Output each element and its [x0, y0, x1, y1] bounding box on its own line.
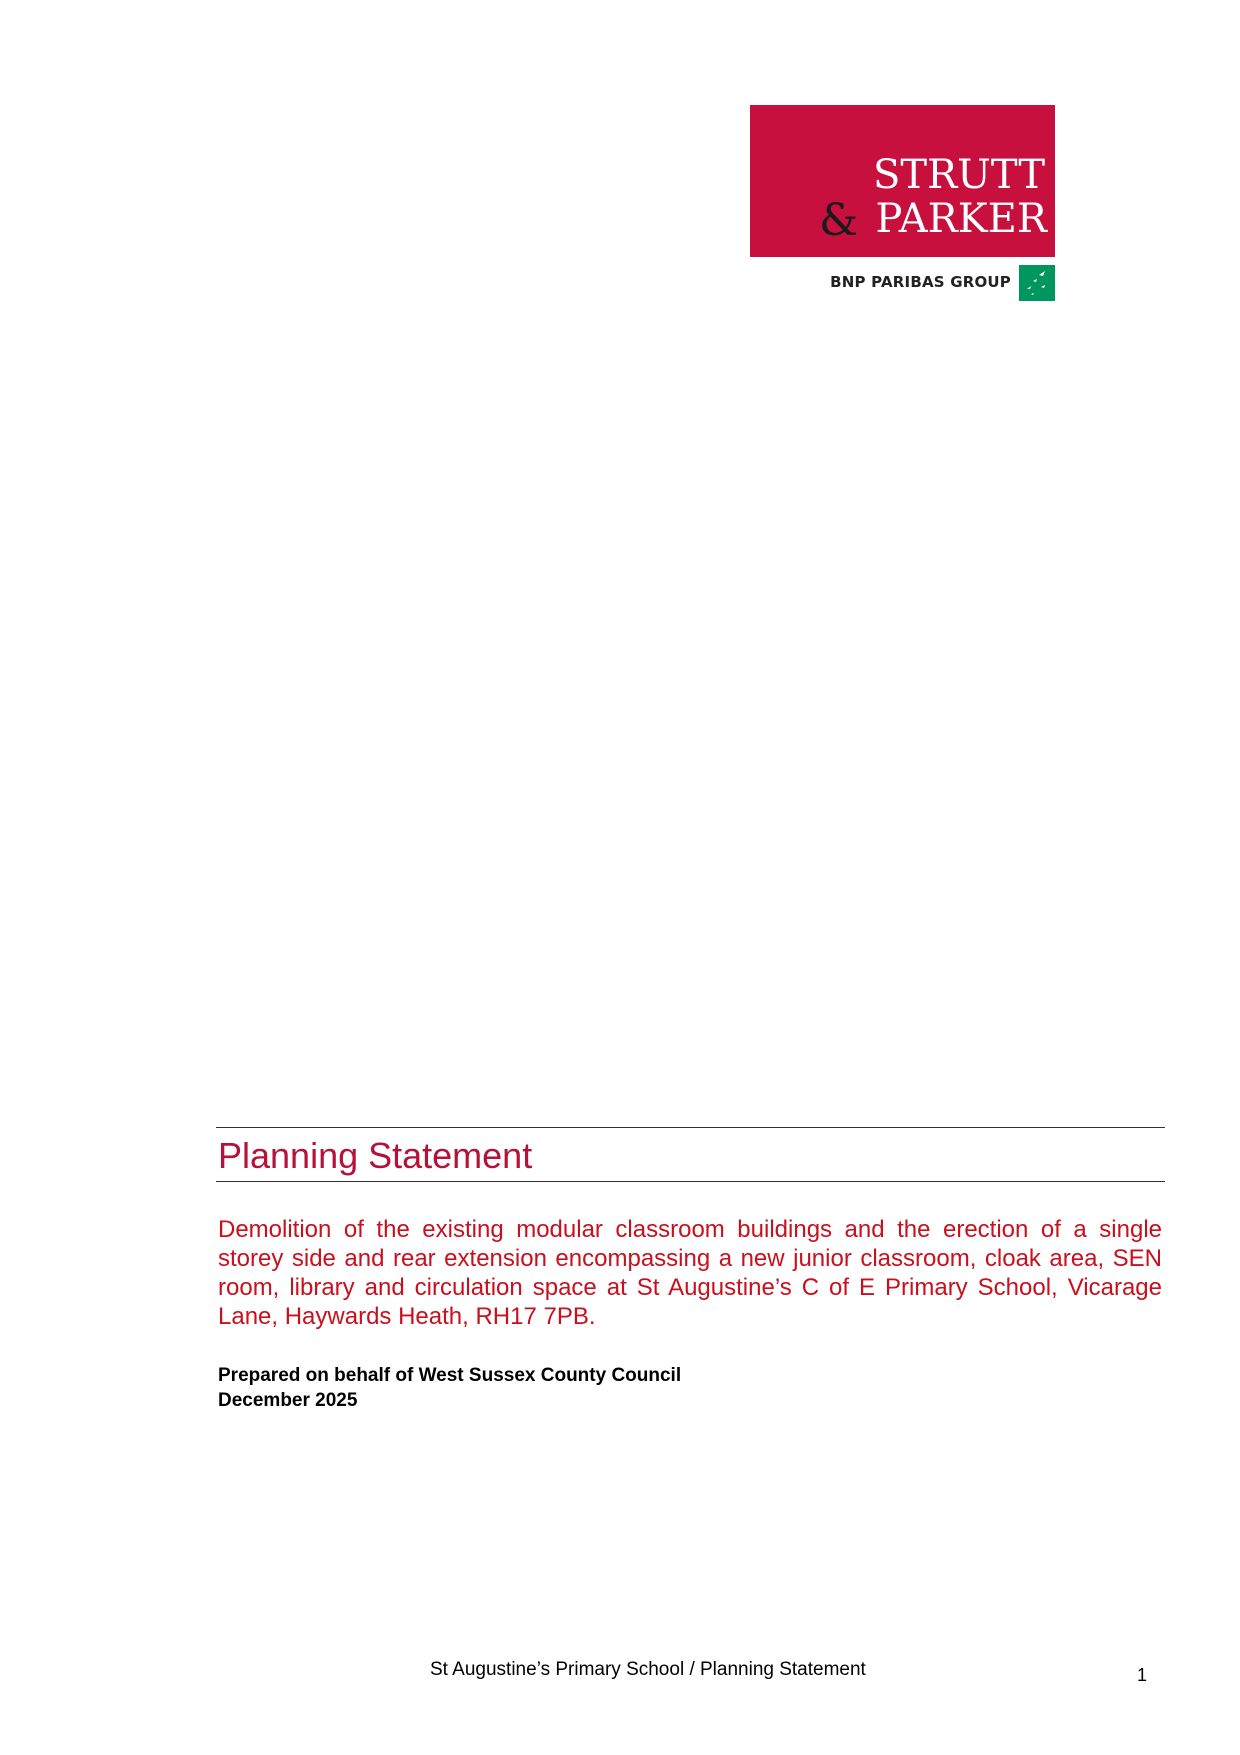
logo-group-text: BNP PARIBAS GROUP [830, 273, 1011, 291]
prepared-for: Prepared on behalf of West Sussex County Council [218, 1365, 682, 1386]
document-meta [218, 1363, 681, 1413]
page-footer: St Augustine’s Primary School / Planning Statement [430, 1659, 866, 1680]
logo-red-box [750, 105, 1055, 257]
bnp-paribas-stars-icon [1019, 265, 1055, 301]
strutt-parker-logo [750, 105, 1055, 305]
logo-text-strutt: STRUTT [872, 152, 1045, 198]
page-number: 1 [1137, 1665, 1148, 1685]
logo-text-parker: PARKER [875, 196, 1047, 242]
project-description: Demolition of the existing modular classroom buildings and the erection of a single storey side and rear extension encompassing a new junior classroom, cloak area, SEN room, library and circulation space at St Augustine’s C of E Primary School, Vicarage Lane, Haywards Heath, RH17 7PB. [218, 1216, 1162, 1330]
title-bottom-rule [216, 1181, 1165, 1182]
logo-ampersand: & [819, 195, 859, 246]
title-top-rule [216, 1127, 1165, 1128]
document-title: Planning Statement [218, 1135, 533, 1176]
document-date: December 2025 [218, 1390, 358, 1411]
